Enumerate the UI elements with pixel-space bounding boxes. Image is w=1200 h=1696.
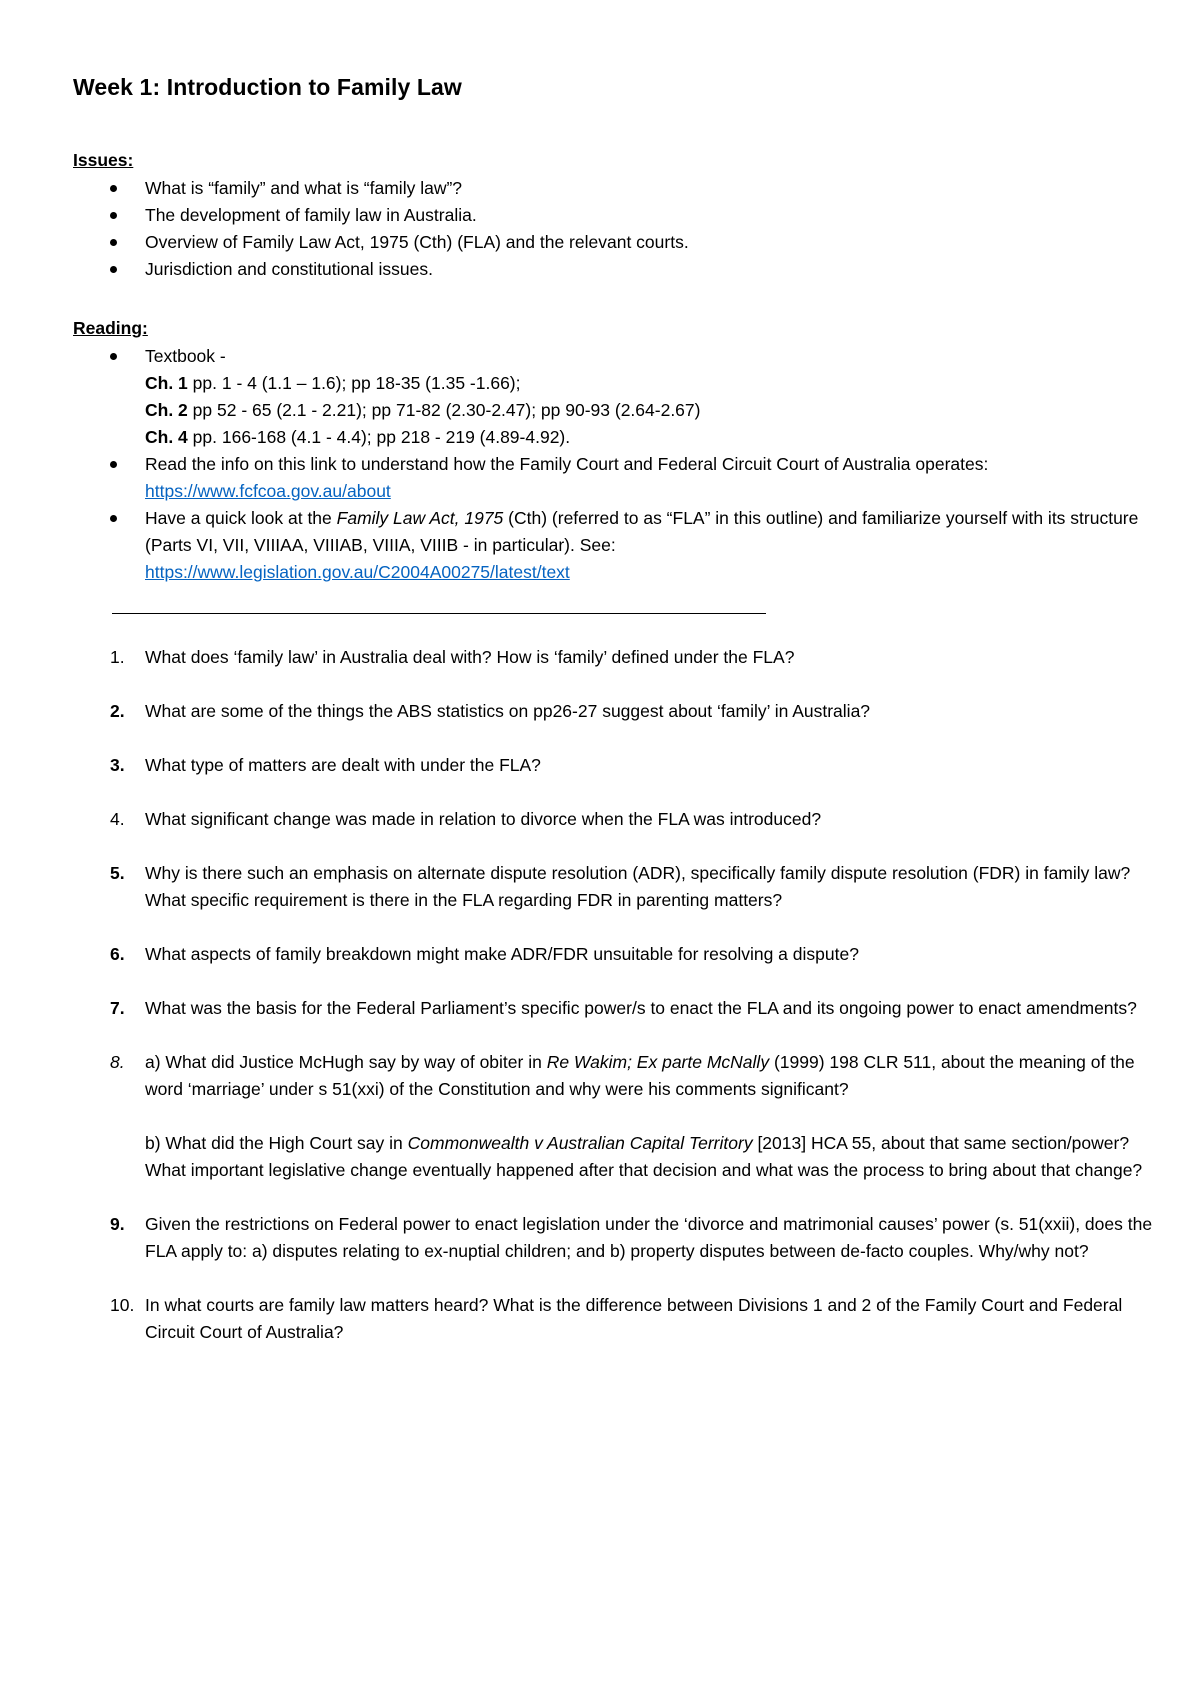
question-number: 2. [110, 701, 125, 721]
bullet-icon [110, 212, 117, 219]
question-number: 7. [110, 998, 125, 1018]
fla-text-pre: Have a quick look at the [145, 508, 337, 528]
issue-text: What is “family” and what is “family law”? [145, 178, 463, 198]
questions-list [73, 644, 1163, 1346]
textbook-intro: Textbook - [145, 346, 226, 366]
list-item [73, 343, 1153, 451]
question-item [73, 860, 1163, 914]
question-item [73, 1292, 1163, 1346]
bullet-icon [110, 461, 117, 468]
question-item [73, 752, 1163, 779]
chapter-label: Ch. 1 [145, 373, 188, 393]
question-item [73, 1049, 1163, 1103]
question-number: 8. [110, 1052, 125, 1072]
chapter-pages: pp 52 - 65 (2.1 - 2.21); pp 71-82 (2.30-2.47); pp 90-93 (2.64-2.67) [187, 400, 701, 420]
textbook-line [145, 424, 1153, 451]
question-item [73, 1211, 1163, 1265]
list-item [73, 175, 1153, 202]
q8b-pre: b) What did the High Court say in [145, 1133, 408, 1153]
list-item [73, 229, 1153, 256]
reading-heading: Reading: [73, 318, 148, 338]
chapter-pages: pp. 166-168 (4.1 - 4.4); pp 218 - 219 (4.89-4.92). [187, 427, 571, 447]
question-item [73, 644, 1163, 671]
textbook-line [145, 370, 1153, 397]
issues-list [73, 175, 1153, 283]
info-text: Read the info on this link to understand how the Family Court and Federal Circuit Court of Australia operates: [145, 454, 989, 474]
list-item [73, 202, 1153, 229]
question-text: What are some of the things the ABS statistics on pp26-27 suggest about ‘family’ in Australia? [145, 701, 871, 721]
list-item [73, 505, 1153, 586]
question-text: What significant change was made in relation to divorce when the FLA was introduced? [145, 809, 822, 829]
case-name: Re Wakim; Ex parte McNally [546, 1052, 770, 1072]
list-item [73, 256, 1153, 283]
page-title: Week 1: Introduction to Family Law [73, 74, 462, 100]
act-title: Family Law Act, 1975 [336, 508, 504, 528]
question-text-b [145, 1133, 1142, 1180]
question-number: 9. [110, 1214, 125, 1234]
fcfcoa-link[interactable]: https://www.fcfcoa.gov.au/about [145, 481, 391, 501]
question-text: In what courts are family law matters heard? What is the difference between Divisions 1 and 2 of the Family Court and Federal Circuit Court of Australia? [145, 1295, 1123, 1342]
bullet-icon [110, 353, 117, 360]
question-text: What does ‘family law’ in Australia deal with? How is ‘family’ defined under the FLA? [145, 647, 795, 667]
question-text: Given the restrictions on Federal power to enact legislation under the ‘divorce and matrimonial causes’ power (s. 51(xxii), does the FLA apply to: a) disputes relating to ex-nuptial children; and b) property disputes between de-facto couples. Why/why not? [145, 1214, 1153, 1261]
question-number: 6. [110, 944, 125, 964]
question-text: What was the basis for the Federal Parliament’s specific power/s to enact the FLA and its ongoing power to enact amendments? [145, 998, 1137, 1018]
issue-text: Jurisdiction and constitutional issues. [145, 259, 433, 279]
question-number: 5. [110, 863, 125, 883]
case-name: Commonwealth v Australian Capital Territory [407, 1133, 753, 1153]
fla-text [145, 508, 1138, 555]
question-subitem [73, 1130, 1163, 1184]
question-text: What type of matters are dealt with under the FLA? [145, 755, 541, 775]
question-number: 4. [110, 809, 125, 829]
question-number: 1. [110, 647, 125, 667]
chapter-label: Ch. 2 [145, 400, 188, 420]
chapter-label: Ch. 4 [145, 427, 188, 447]
issues-heading: Issues: [73, 150, 134, 170]
bullet-icon [110, 185, 117, 192]
q8a-post: (1999) 198 CLR 511, about the meaning of the word ‘marriage’ under s 51(xxi) of the Constitution and why were his comments significant? [145, 1052, 1135, 1099]
divider [112, 613, 766, 614]
question-text: What aspects of family breakdown might make ADR/FDR unsuitable for resolving a dispute? [145, 944, 859, 964]
legislation-link[interactable]: https://www.legislation.gov.au/C2004A00275/latest/text [145, 562, 570, 582]
bullet-icon [110, 515, 117, 522]
question-text: Why is there such an emphasis on alternate dispute resolution (ADR), specifically family dispute resolution (FDR) in family law? What specific requirement is there in the FLA regarding FDR in parenting matters? [145, 863, 1131, 910]
issue-text: The development of family law in Australia. [145, 205, 477, 225]
fla-text-post: (Cth) (referred to as “FLA” in this outline) and familiarize yourself with its structure (Parts VI, VII, VIIIAA, VIIIAB, VIIIA, VIIIB - in particular). See: [145, 508, 1139, 555]
question-number: 3. [110, 755, 125, 775]
bullet-icon [110, 266, 117, 273]
q8a-pre: a) What did Justice McHugh say by way of obiter in [145, 1052, 547, 1072]
textbook-line [145, 397, 1153, 424]
question-item [73, 941, 1163, 968]
bullet-icon [110, 239, 117, 246]
question-item [73, 698, 1163, 725]
question-item [73, 806, 1163, 833]
list-item [73, 451, 1153, 505]
issue-text: Overview of Family Law Act, 1975 (Cth) (FLA) and the relevant courts. [145, 232, 689, 252]
question-text-a [145, 1052, 1135, 1099]
chapter-pages: pp. 1 - 4 (1.1 – 1.6); pp 18-35 (1.35 -1.66); [187, 373, 521, 393]
question-number: 10. [110, 1295, 135, 1315]
q8b-post: [2013] HCA 55, about that same section/power? What important legislative change eventually happened after that decision and what was the process to bring about that change? [145, 1133, 1143, 1180]
reading-list [73, 343, 1153, 586]
question-item [73, 995, 1163, 1022]
